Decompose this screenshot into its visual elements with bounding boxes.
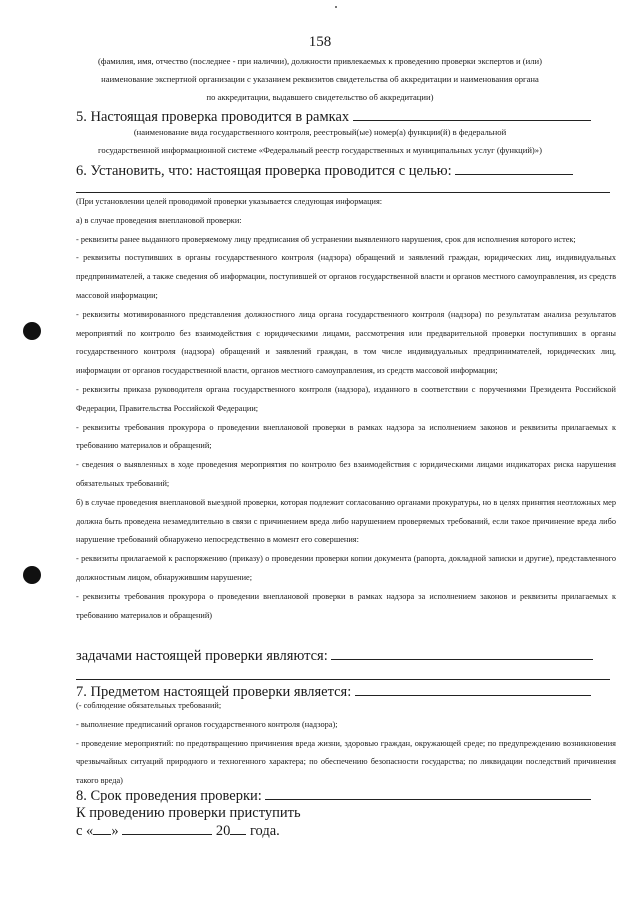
year-suffix: года. xyxy=(249,823,280,839)
tasks-line xyxy=(76,679,610,680)
info-paragraph: - реквизиты ранее выданного проверяемому лицу предписания об устранении выявленного нарушения, срок для исполнения которого истек; xyxy=(76,234,576,244)
section-8-title: 8. Срок проведения проверки: xyxy=(76,788,262,804)
section-5-title: 5. Настоящая проверка проводится в рамках xyxy=(76,109,350,125)
day-blank[interactable] xyxy=(93,822,111,835)
info-paragraph: - реквизиты приказа руководителя органа государственного контроля (надзора), изданного в соответствии с поручениями Президента Российской Федерации, Правительства Российской Федерации; xyxy=(76,384,616,413)
section-5-note-line: государственной информационной системе «Федеральный реестр государственных и муниципальных услуг (функций)») xyxy=(98,145,542,155)
section-5-note-line: (наименование вида государственного контроля, реестровый(ые) номер(а) функции(й) в федеральной xyxy=(133,127,507,137)
experts-note-line: (фамилия, имя, отчество (последнее - при наличии), должности привлекаемых к проведению проверки экспертов и (или) xyxy=(98,56,542,66)
info-paragraph: - сведения о выявленных в ходе проведения мероприятия по контролю без взаимодействия с юридическими лицами индикаторах риска нарушения обязательных требований; xyxy=(76,460,616,488)
section-8-blank[interactable] xyxy=(265,787,591,800)
subject-paragraph: - проведение мероприятий: по предотвращению причинения вреда жизни, здоровью граждан, окружающей среде; по предупреждению возникновения чрезвычайных ситуаций природного и техногенного характера; по обеспечению безопасности государства; по ликвидации последствий причинения такого вреда) xyxy=(76,738,616,786)
year-blank[interactable] xyxy=(230,822,246,835)
info-paragraph: - реквизиты прилагаемой к распоряжению (приказу) о проведении проверки копии документа (рапорта, докладной записки и другие), представленного должностным лицом, обнаружившим нарушение; xyxy=(76,554,616,582)
section-5-note xyxy=(60,123,580,159)
tasks-heading xyxy=(76,647,593,665)
info-paragraph: а) в случае проведения внеплановой проверки: xyxy=(76,215,242,225)
info-paragraph: б) в случае проведения внеплановой выездной проверки, которая подлежит согласованию органами прокуратуры, но в целях принятия неотложных мер должна быть проведена незамедлительно в связи с причинением вреда либо нарушением проверяемых требований, если такое причинение вреда либо нарушение требований обнаружено непосредственно в момент его совершения: xyxy=(76,497,616,545)
tasks-blank[interactable] xyxy=(331,647,593,660)
tasks-title: задачами настоящей проверки являются: xyxy=(76,648,328,664)
year-prefix: 20 xyxy=(215,823,231,839)
punch-hole-bottom xyxy=(23,566,41,584)
section-6-info xyxy=(76,193,616,625)
experts-note-line: наименование экспертной организации с указанием реквизитов свидетельства об аккредитации и наименования органа xyxy=(101,74,539,84)
section-6-heading xyxy=(76,162,573,180)
date-open-quote: с « xyxy=(76,823,94,839)
punch-hole-top xyxy=(23,322,41,340)
section-7-title: 7. Предметом настоящей проверки является: xyxy=(76,684,352,700)
info-paragraph: - реквизиты требования прокурора о проведении внеплановой проверки в рамках надзора за исполнением законов и реквизиты прилагаемых к требованию материалов и обращений) xyxy=(76,591,616,620)
info-paragraph: - реквизиты требования прокурора о проведении внеплановой проверки в рамках надзора за исполнением законов и реквизиты прилагаемых к требованию материалов и обращений; xyxy=(76,422,616,451)
section-7-info xyxy=(76,697,616,791)
section-7-blank[interactable] xyxy=(355,683,591,696)
experts-note xyxy=(60,52,580,106)
section-6-blank[interactable] xyxy=(455,162,573,175)
page-number: 158 xyxy=(308,34,332,50)
info-paragraph: (При установлении целей проводимой проверки указывается следующая информация: xyxy=(76,197,383,206)
start-date-line xyxy=(76,822,280,840)
subject-paragraph: (- соблюдение обязательных требований; xyxy=(76,701,222,710)
section-6-title: 6. Установить, что: настоящая проверка проводится с целью: xyxy=(76,163,452,179)
section-5-blank[interactable] xyxy=(353,108,591,121)
scan-speck xyxy=(335,6,337,8)
month-blank[interactable] xyxy=(122,822,212,835)
info-paragraph: - реквизиты мотивированного представления должностного лица органа государственного контроля (надзора) по результатам анализа результатов мероприятий по контролю без взаимодействия с юридическими лицами, рассмотрения или предварительной проверки поступивших в органы государственного контроля (надзора) обращений и заявлений граждан, в том числе индивидуальных предпринимателей, юридических лиц, информации от органов государственной власти, органов местного самоуправления, из средств массовой информации; xyxy=(76,309,616,376)
date-close-quote: » xyxy=(111,823,119,839)
section-8-heading xyxy=(76,787,591,805)
experts-note-line: по аккредитации, выдавшего свидетельство об аккредитации) xyxy=(206,92,434,102)
info-paragraph: - реквизиты поступивших в органы государственного контроля (надзора) обращений и заявлений граждан, юридических лиц, индивидуальных предпринимателей, а также сведения об информации, поступившей от органов государственной власти и органов местного самоуправления, из средств массовой информации; xyxy=(76,253,616,300)
start-line: К проведению проверки приступить xyxy=(76,805,301,821)
subject-paragraph: - выполнение предписаний органов государственного контроля (надзора); xyxy=(76,719,338,729)
